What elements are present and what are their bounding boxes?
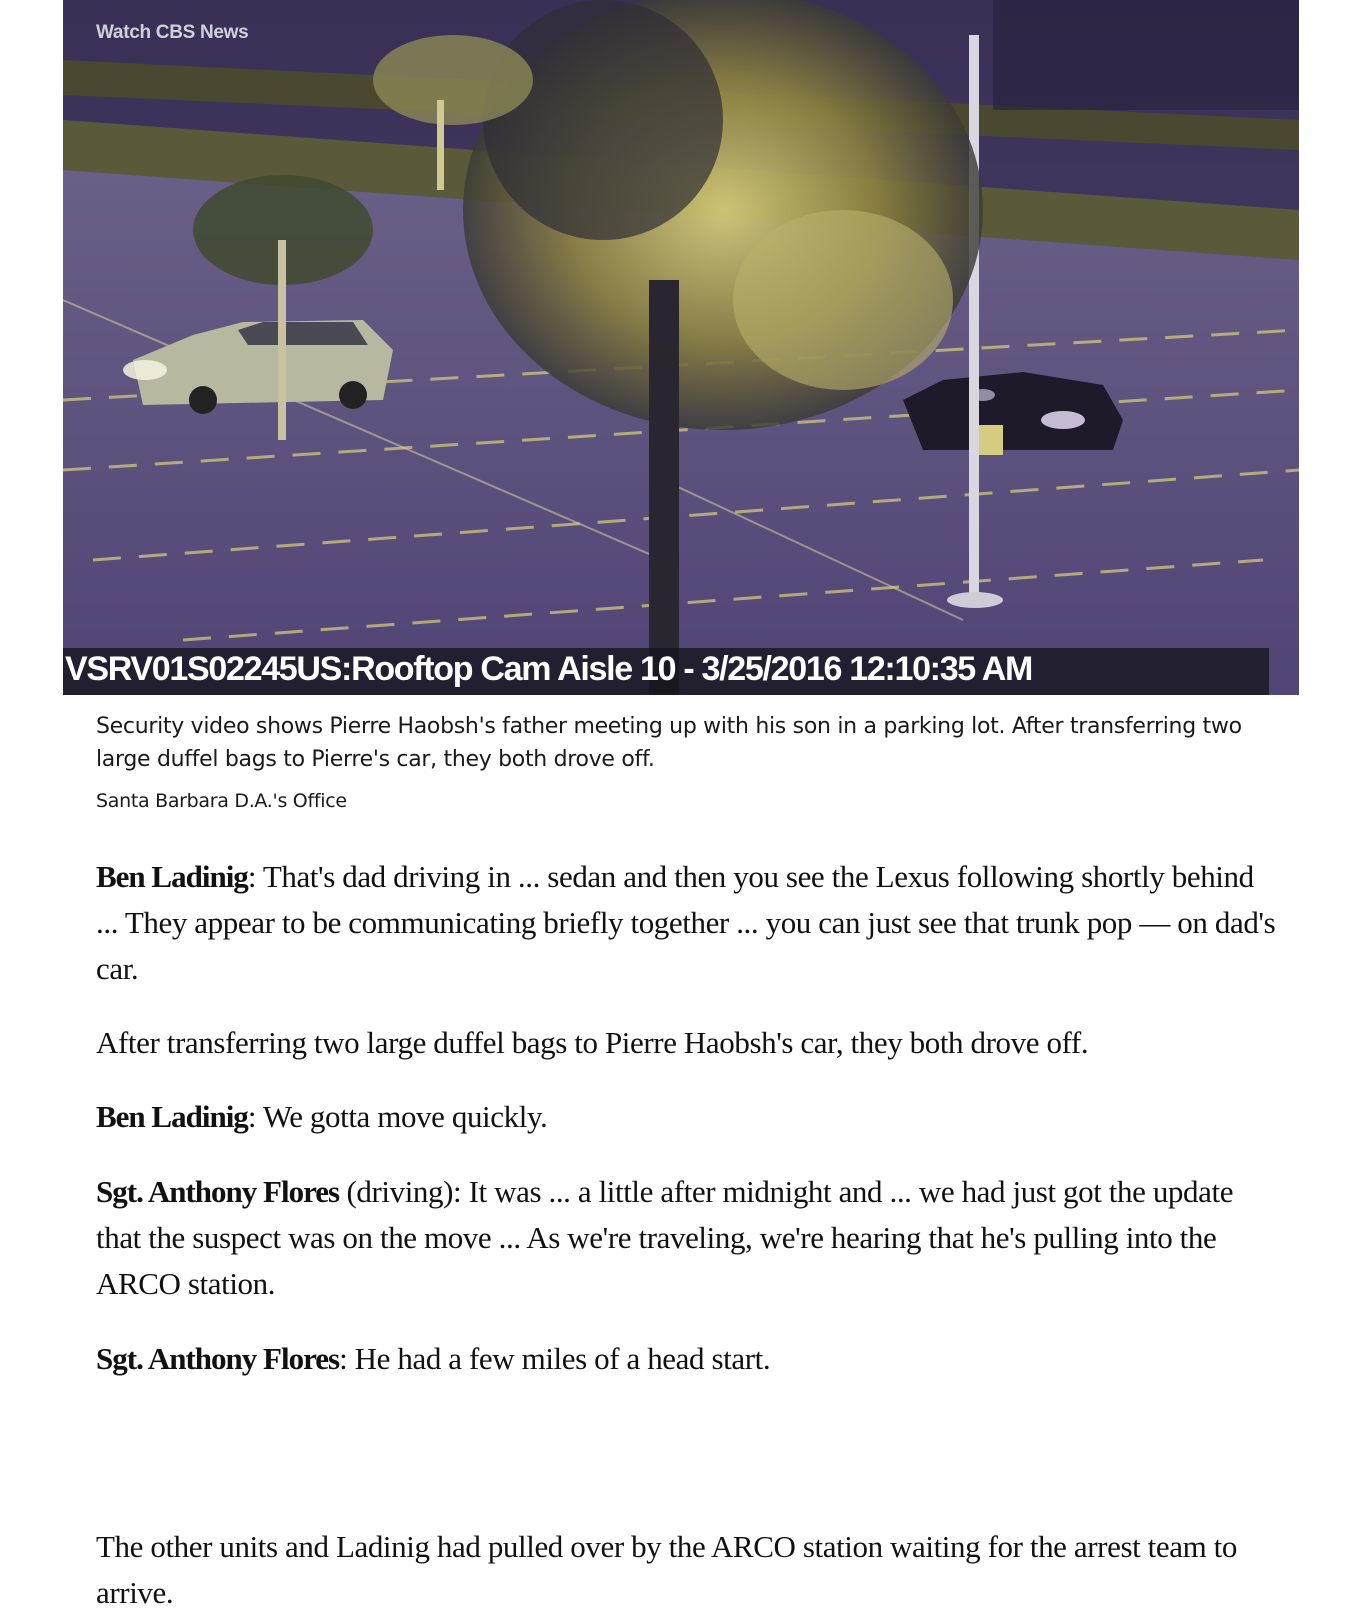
- image-caption: Security video shows Pierre Haobsh's father meeting up with his son in a parking lot. After transferring two large duffel bags to Pierre's car, they both drove off.: [96, 714, 1242, 772]
- body-paragraph: [96, 1020, 1276, 1066]
- security-video-image: [63, 0, 1299, 695]
- lexus-car: [903, 372, 1123, 455]
- transcript-paragraph: [96, 1336, 1276, 1382]
- quote-text: : That's dad driving in ... sedan and then you see the Lexus following shortly behind ... They appear to be communicating briefly together ... you can just see that trunk pop — on dad's car.: [96, 859, 1276, 986]
- speaker-name: Sgt. Anthony Flores: [96, 1174, 340, 1209]
- parking-lot-scene: [63, 0, 1299, 695]
- timestamp-overlay: VSRV01S02245US:Rooftop Cam Aisle 10 - 3/25/2016 12:10:35 AM: [65, 650, 1033, 688]
- speaker-name: Sgt. Anthony Flores: [96, 1341, 340, 1376]
- transcript-paragraph: [96, 1094, 1276, 1140]
- quote-text: : He had a few miles of a head start.: [339, 1341, 771, 1376]
- body-paragraph: [96, 1524, 1276, 1616]
- speaker-name: Ben Ladinig: [96, 1099, 248, 1134]
- transcript-paragraph: [96, 1169, 1276, 1307]
- quote-text: (driving): It was ... a little after midnight and ... we had just got the update that the suspect was on the move ... As we're traveling, we're hearing that he's pulling into the ARCO station.: [96, 1174, 1234, 1301]
- watermark: Watch CBS News: [96, 22, 249, 43]
- image-credit: Santa Barbara D.A.'s Office: [96, 790, 347, 812]
- body-text: After transferring two large duffel bags to Pierre Haobsh's car, they both drove off.: [96, 1025, 1089, 1060]
- quote-text: : We gotta move quickly.: [247, 1099, 548, 1134]
- speaker-name: Ben Ladinig: [96, 859, 248, 894]
- body-text: The other units and Ladinig had pulled over by the ARCO station waiting for the arrest team to arrive.: [96, 1529, 1237, 1610]
- transcript-paragraph: [96, 854, 1276, 992]
